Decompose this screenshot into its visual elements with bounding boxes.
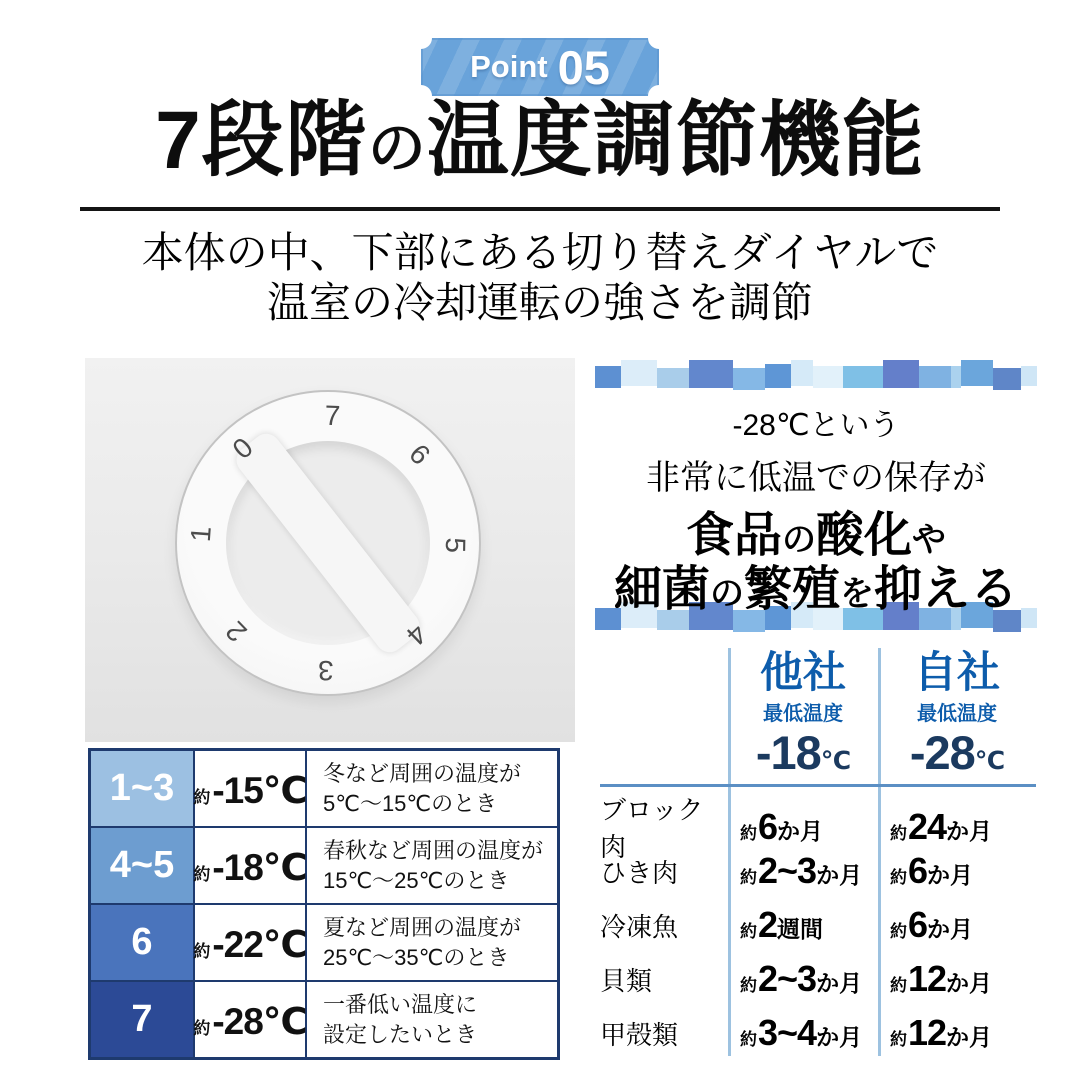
duration-unit: か月 [816,1024,863,1050]
benefit-word: 食品 [685,509,782,562]
condition-cell [307,905,557,980]
duration-unit: か月 [946,1024,993,1050]
duration-unit: か月 [927,862,974,888]
condition-cell [307,828,557,903]
stripe-segment [883,360,919,388]
duration-number: 12 [908,958,947,999]
benefit-word: の [709,574,744,613]
food-label: ブロック肉 [600,795,704,862]
min-temp-unit: ℃ [974,747,1005,776]
dial-number-5: 5 [439,537,472,554]
min-temp-number: -28 [909,726,975,780]
duration-number: 3~4 [758,1012,817,1053]
approx-prefix: 約 [193,942,211,961]
condition-line1: 冬など周囲の温度が [323,760,522,786]
settings-row [91,905,557,982]
condition-line2: 15℃〜25℃のとき [323,867,510,893]
subtitle [0,228,1080,329]
temperature-cell [193,905,307,980]
dial-number-4: 4 [400,618,433,652]
dial-settings-table [88,748,560,1060]
stripe-segment [791,360,813,386]
other-duration [728,1012,878,1054]
duration-number: 2~3 [758,958,817,999]
dial-number-7: 7 [324,399,341,432]
compare-row [600,952,1036,1006]
food-label: 甲殻類 [600,1019,679,1050]
temperature-cell [193,828,307,903]
duration-number: 6 [908,904,928,945]
temperature-cell [193,982,307,1057]
compare-row [600,844,1036,898]
title-part: 7段階 [155,95,368,186]
approx-prefix: 約 [740,922,757,941]
compare-row [600,790,1036,862]
mosaic-stripe-top [595,360,1037,392]
min-temp-value [910,726,1004,780]
temperature-value: -15℃ [212,770,307,811]
food-label: 貝類 [600,965,653,996]
approx-prefix: 約 [890,824,907,843]
condition-line1: 春秋など周囲の温度が [323,837,544,863]
benefit-word: 細菌 [613,562,710,616]
duration-unit: か月 [946,970,993,996]
stripe-segment [689,360,733,388]
benefit-word: の [782,521,816,559]
dial-photo [85,358,575,742]
ours-duration [878,904,1036,946]
other-duration [728,850,878,892]
page-title [0,95,1080,186]
min-temp-unit: ℃ [820,747,851,776]
benefit-word: 抑える [874,562,1019,616]
benefit-word: 酸化 [816,509,913,562]
duration-unit: か月 [816,862,863,888]
benefit-text [595,400,1037,617]
settings-row [91,982,557,1057]
benefit-line3 [595,509,1037,563]
dial-level-cell: 4~5 [91,828,193,903]
stripe-segment [595,366,621,388]
settings-row [91,751,557,828]
ours-duration [878,806,1036,848]
duration-unit: 週間 [777,916,824,942]
dial-number-0: 0 [226,431,259,465]
other-duration [728,904,878,946]
stripe-segment [961,360,993,386]
condition-line2: 25℃〜35℃のとき [323,944,510,970]
ours-duration [878,958,1036,1000]
benefit-word: 繁殖 [743,562,840,616]
benefit-word: や [912,521,947,559]
approx-prefix: 約 [890,1030,907,1049]
badge-notch [648,27,670,49]
duration-number: 24 [908,806,947,847]
condition-cell [307,982,557,1057]
benefit-word: を [840,574,874,613]
temperature-dial [175,390,481,696]
other-duration [728,806,878,848]
min-temp-value [756,726,850,780]
dial-level-cell: 6 [91,905,193,980]
duration-number: 6 [908,850,928,891]
duration-number: 12 [908,1012,947,1053]
dial-level-cell: 1~3 [91,751,193,826]
stripe-segment [843,366,883,388]
approx-prefix: 約 [740,868,757,887]
duration-number: 2 [758,904,778,945]
temperature-cell [193,751,307,826]
duration-number: 6 [758,806,778,847]
stripe-segment [993,368,1021,390]
approx-prefix: 約 [193,1019,211,1038]
dial-number-1: 1 [184,525,217,543]
condition-cell [307,751,557,826]
approx-prefix: 約 [740,976,757,995]
ours-duration [878,1012,1036,1054]
temperature-value: -22℃ [212,924,307,965]
stripe-segment [813,366,843,388]
badge-notch [410,27,432,49]
point-badge [421,38,659,96]
approx-prefix: 約 [740,1030,757,1049]
title-divider [80,207,1000,211]
approx-prefix: 約 [890,976,907,995]
dial-number-2: 2 [219,615,253,648]
title-part: の [367,116,427,181]
min-temp-label: 最低温度 [917,703,997,726]
duration-number: 2~3 [758,850,817,891]
food-label: 冷凍魚 [600,911,679,942]
approx-prefix: 約 [890,922,907,941]
compare-header-col1 [728,648,878,784]
duration-unit: か月 [816,970,863,996]
stripe-segment [951,366,961,388]
compare-divider-h [600,784,1036,787]
title-part: 温度調節機能 [426,95,925,186]
dial-level-cell: 7 [91,982,193,1057]
approx-prefix: 約 [740,824,757,843]
approx-prefix: 約 [193,788,211,807]
compare-row [600,1006,1036,1060]
dial-number-6: 6 [403,438,437,471]
stripe-segment [765,364,791,388]
subtitle-line1: 本体の中、下部にある切り替えダイヤルで [141,229,939,276]
storage-comparison-table [600,648,1036,1062]
stripe-segment [657,368,689,388]
min-temp-label: 最低温度 [763,703,843,726]
stripe-segment [1021,366,1037,386]
badge-label: Point [470,49,548,84]
min-temp-number: -18 [755,726,821,780]
stripe-segment [621,360,657,386]
other-duration [728,958,878,1000]
temperature-value: -28℃ [212,1001,307,1042]
temperature-value: -18℃ [212,847,307,888]
condition-line2: 設定したいとき [323,1021,478,1047]
compare-row [600,898,1036,952]
food-label: ひき肉 [600,857,679,888]
benefit-line2: 非常に低温での保存が [646,459,986,497]
duration-unit: か月 [927,916,974,942]
settings-row [91,828,557,905]
badge-number: 05 [557,40,610,94]
condition-line2: 5℃〜15℃のとき [323,790,498,816]
benefit-line4 [595,563,1037,617]
benefit-line1: -28℃という [732,409,900,442]
duration-unit: か月 [777,818,824,844]
stripe-segment [733,368,765,390]
approx-prefix: 約 [890,868,907,887]
condition-line1: 一番低い温度に [323,991,478,1017]
company-name: 他社 [760,649,846,697]
ours-duration [878,850,1036,892]
subtitle-line2: 温室の冷却運転の強さを調節 [266,279,813,327]
approx-prefix: 約 [193,865,211,884]
company-name: 自社 [914,649,1000,697]
compare-header-spacer [600,648,728,784]
dial-number-3: 3 [317,654,334,687]
stripe-segment [919,366,951,388]
duration-unit: か月 [946,818,993,844]
condition-line1: 夏など周囲の温度が [323,914,522,940]
compare-header-col2 [878,648,1036,784]
